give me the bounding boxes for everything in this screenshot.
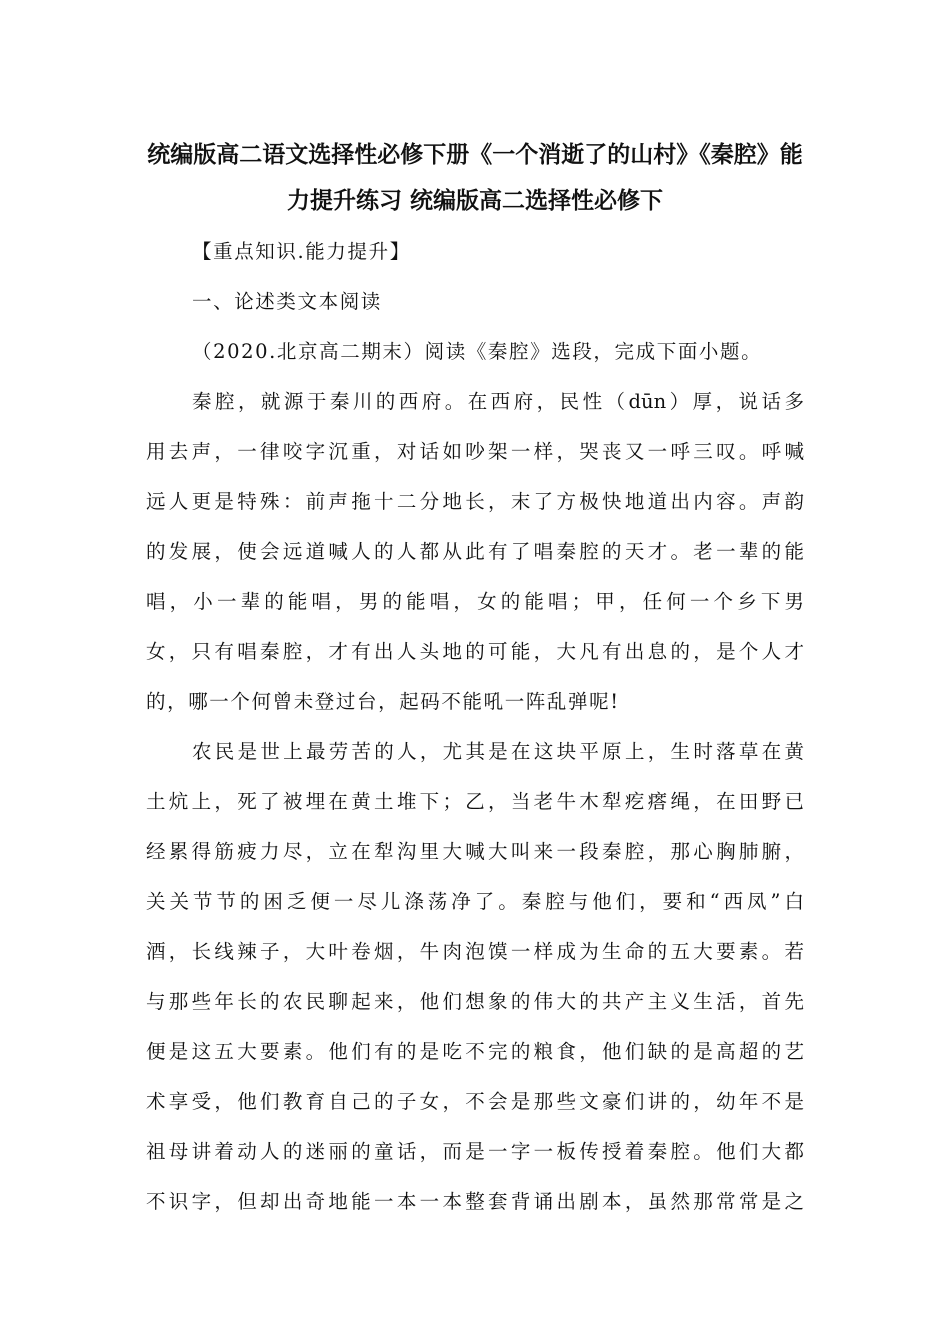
paragraph-line: 不识字，但却出奇地能一本一本整套背诵出剧本，虽然那常常是之	[146, 1190, 804, 1213]
paragraph-line: 的发展，使会远道喊人的人都从此有了唱秦腔的天才。老一辈的能	[146, 540, 804, 563]
paragraph-line: 的，哪一个何曾未登过台，起码不能吼一阵乱弹呢!	[146, 690, 620, 713]
paragraph-line: 酒，长线辣子，大叶卷烟，牛肉泡馍一样成为生命的五大要素。若	[146, 940, 804, 963]
title-line: 统编版高二语文选择性必修下册《一个消逝了的山村》《秦腔》能	[147, 142, 803, 168]
paragraph-line: 农民是世上最劳苦的人，尤其是在这块平原上，生时落草在黄	[192, 740, 804, 763]
section-heading: 【重点知识.能力提升】	[192, 240, 411, 263]
paragraph-line: 远人更是特殊：前声拖十二分地长，末了方极快地道出内容。声韵	[146, 490, 804, 513]
paragraph-line: 唱，小一辈的能唱，男的能唱，女的能唱；甲，任何一个乡下男	[146, 590, 804, 613]
paragraph-line: 祖母讲着动人的迷丽的童话，而是一字一板传授着秦腔。他们大都	[146, 1140, 804, 1163]
part-heading: 一、论述类文本阅读	[192, 290, 382, 313]
paragraph-line: 秦腔，就源于秦川的西府。在西府，民性（dūn）厚，说话多	[192, 390, 804, 413]
paragraph-line: 与那些年长的农民聊起来，他们想象的伟大的共产主义生活，首先	[146, 990, 804, 1013]
document-title	[140, 132, 810, 224]
paragraph-line: 土炕上，死了被埋在黄土堆下；乙，当老牛木犁疙瘩绳，在田野已	[146, 790, 804, 813]
paragraph-line: 便是这五大要素。他们有的是吃不完的粮食，他们缺的是高超的艺	[146, 1040, 804, 1063]
title-line: 力提升练习 统编版高二选择性必修下	[286, 188, 663, 214]
paragraph-line: 用去声，一律咬字沉重，对话如吵架一样，哭丧又一呼三叹。呼喊	[146, 440, 804, 463]
paragraph-line: 术享受，他们教育自己的子女，不会是那些文豪们讲的，幼年不是	[146, 1090, 804, 1113]
paragraph-line: 经累得筋疲力尽，立在犁沟里大喊大叫来一段秦腔，那心胸肺腑，	[146, 840, 804, 863]
source-note: （2020.北京高二期末）阅读《秦腔》选段，完成下面小题。	[192, 340, 763, 363]
paragraph-line: 女，只有唱秦腔，才有出人头地的可能，大凡有出息的，是个人才	[146, 640, 804, 663]
paragraph-line: 关关节节的困乏便一尽儿涤荡净了。秦腔与他们，要和“西凤”白	[146, 890, 804, 913]
